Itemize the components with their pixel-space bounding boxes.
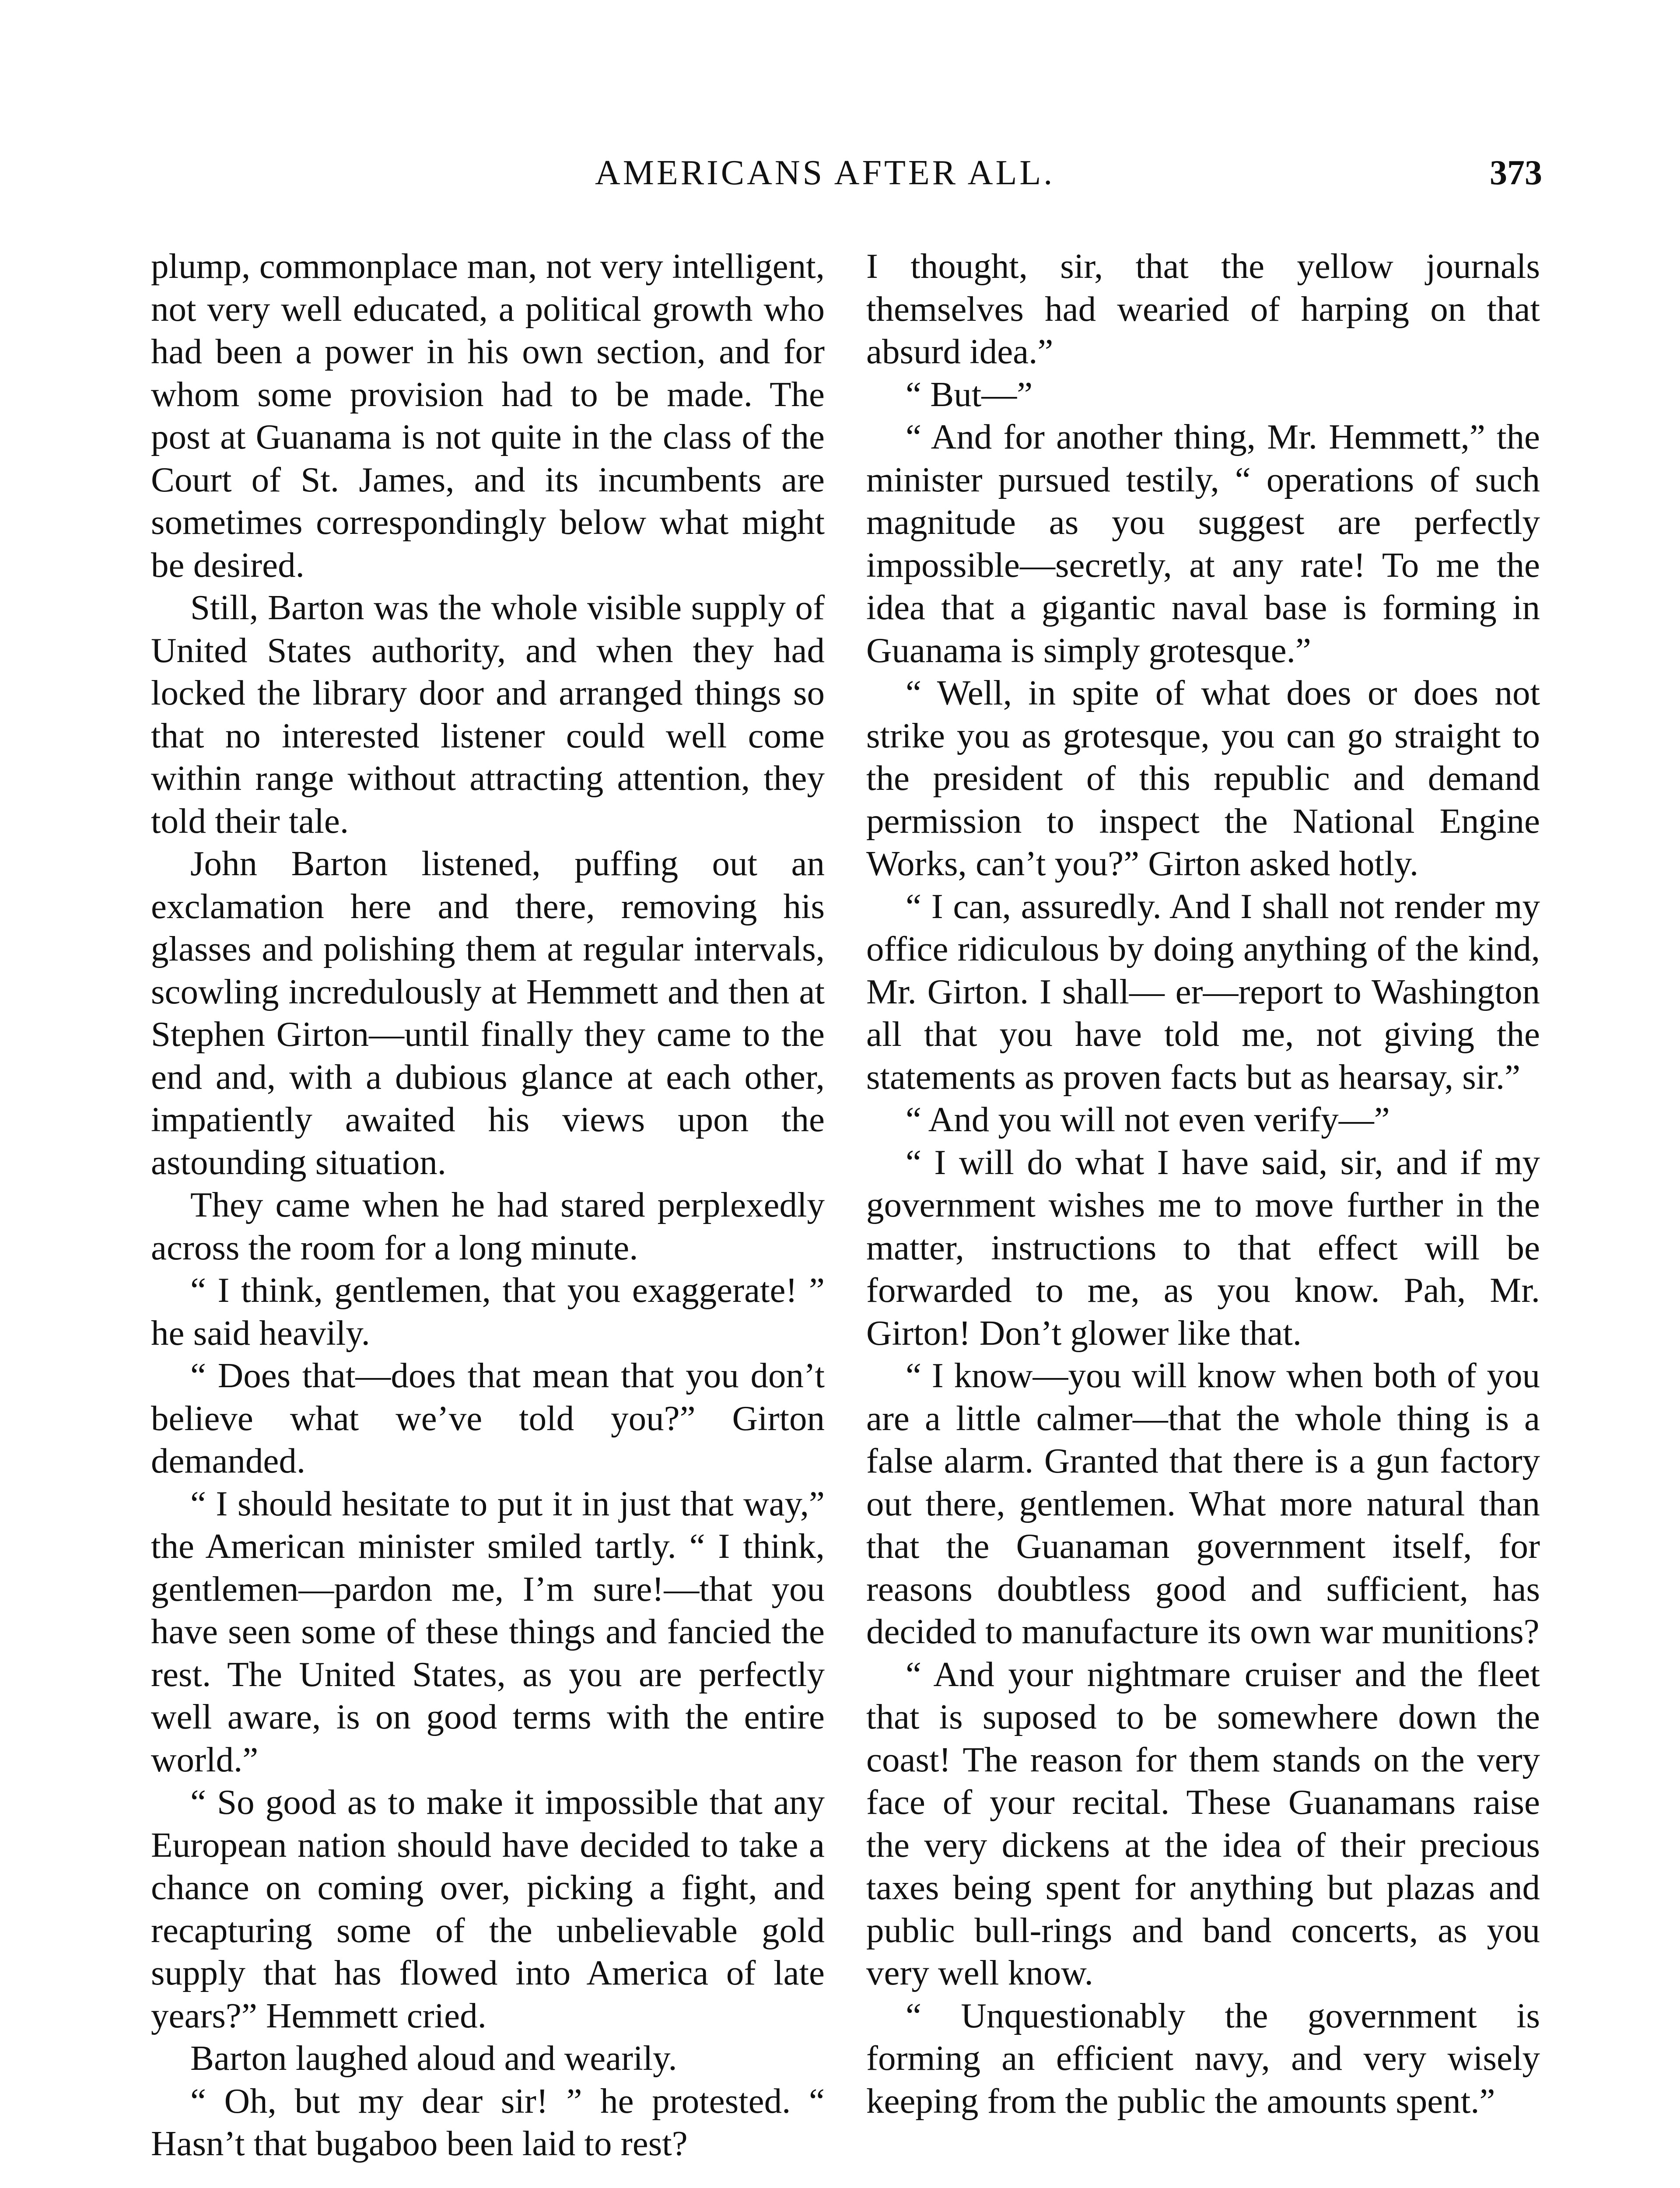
paragraph: “ And your nightmare cruiser and the fleet that is suposed to be somewhere down the coast! The reason for them stands on the very face of your recital. These Guanamans raise the very dickens at the idea of their precious taxes being spent for anything but plazas and public bull-rings and band concerts, as you very well know. — [866, 1654, 1540, 1992]
paragraph: “ Oh, but my dear sir! ” he protested. “ Hasn’t that bugaboo been laid to rest? — [151, 2081, 825, 2163]
paragraph: “ Well, in spite of what does or does not strike you as grotesque, you can go straight to the president of this republic and demand permission to inspect the National Engine Works, can’t you?” Girton asked hotly. — [866, 673, 1540, 883]
paragraph: I thought, sir, that the yellow journals themselves had wearied of harping on that absurd idea.” — [866, 246, 1540, 371]
paragraph: “ I should hesitate to put it in just that way,” the American minister smiled tartly. “ I think, gentlemen—pardon me, I’m sure!—that you have seen some of these things and fancied the rest. The United States, as you are perfectly well aware, is on good terms with the entire world.” — [151, 1483, 825, 1779]
paragraph: “ I know—you will know when both of you are a little calmer—that the whole thing is a false alarm. Granted that there is a gun factory out there, gentlemen. What more natural than that the Guanaman government itself, for reasons doubtless good and sufficient, has decided to manufacture its own war munitions? — [866, 1356, 1540, 1651]
paragraph: “ Unquestionably the government is forming an efficient navy, and very wisely keeping from the public the amounts spent.” — [866, 1995, 1540, 2121]
right-column — [866, 245, 1540, 2122]
left-column — [151, 245, 825, 2165]
paragraph: Still, Barton was the whole visible supply of United States authority, and when they had locked the library door and arranged things so that no interested listener could well come within range without attracting attention, they told their tale. — [151, 588, 825, 841]
paragraph: Barton laughed aloud and wearily. — [190, 2038, 677, 2078]
paragraph: “ So good as to make it impossible that any European nation should have decided to take a chance on coming over, picking a fight, and recapturing some of the unbelievable gold supply that has flowed into America of late years?” Hemmett cried. — [151, 1782, 825, 2035]
paragraph: plump, commonplace man, not very intelligent, not very well educated, a political growth who had been a power in his own section, and for whom some provision had to be made. The post at Guanama is not quite in the class of the Court of St. James, and its incumbents are sometimes correspondingly below what might be desired. — [151, 246, 825, 585]
paragraph: “ I think, gentlemen, that you exaggerate! ” he said heavily. — [151, 1270, 825, 1353]
paragraph: John Barton listened, puffing out an exclamation here and there, removing his glasses and polishing them at regular intervals, scowling incredulously at Hemmett and then at Stephen Girton—until finally they came to the end and, with a dubious glance at each other, impatiently awaited his views upon the astounding situation. — [151, 844, 825, 1182]
paragraph: “ I will do what I have said, sir, and if my government wishes me to move further in the matter, instructions to that effect will be forwarded to me, as you know. Pah, Mr. Girton! Don’t glower like that. — [866, 1142, 1540, 1353]
paragraph: “ But—” — [906, 374, 1033, 414]
page-number: 373 — [1490, 154, 1542, 192]
paragraph: “ Does that—does that mean that you don’t believe what we’ve told you?” Girton demanded. — [151, 1356, 825, 1480]
running-head: AMERICANS AFTER ALL. — [595, 154, 1055, 192]
paragraph: “ And you will not even verify—” — [906, 1100, 1390, 1139]
paragraph: “ And for another thing, Mr. Hemmett,” the minister pursued testily, “ operations of such magnitude as you suggest are perfectly impossible—secretly, at any rate! To me the idea that a gigantic naval base is forming in Guanama is simply grotesque.” — [866, 417, 1540, 670]
paragraph: “ I can, assuredly. And I shall not render my office ridiculous by doing anything of the kind, Mr. Girton. I shall— er—report to Washington all that you have told me, not giving the statements as proven facts but as hearsay, sir.” — [866, 886, 1540, 1097]
paragraph: They came when he had stared perplexedly across the room for a long minute. — [151, 1185, 825, 1267]
